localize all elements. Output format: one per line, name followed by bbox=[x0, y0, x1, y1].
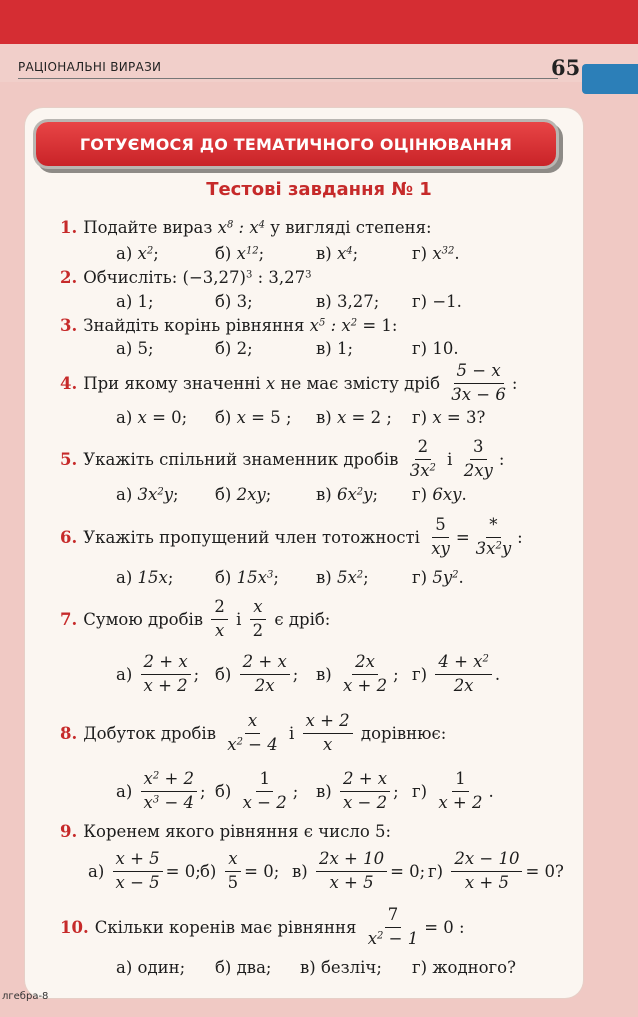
option-a: а) 1; bbox=[116, 292, 154, 311]
option-a: а) $3x^2y$ ; bbox=[116, 485, 179, 504]
option-d: г) $x^{32}$ . bbox=[412, 244, 460, 263]
question-number: 7. bbox=[60, 609, 78, 629]
test-title: Тестові завдання № 1 bbox=[206, 179, 432, 200]
question-text: При якому значенні bbox=[83, 373, 261, 393]
option-a: а) $\frac{x + 5}{x - 5}$ = 0; bbox=[88, 849, 201, 892]
question-number: 9. bbox=[60, 822, 78, 841]
option-a: а) $x^2$ ; bbox=[116, 244, 159, 263]
option-c: в) x = 2 ; bbox=[316, 408, 392, 427]
question-4: 4. При якому значенні x не має змісту дріб $\frac{5 - x}{3x - 6}$ : bbox=[60, 361, 518, 404]
option-d: г) $\frac{1}{x + 2}$ . bbox=[412, 769, 494, 812]
math-expression: $x^8$ : $x^4$ bbox=[217, 218, 266, 237]
option-b: б) x = 5 ; bbox=[215, 408, 292, 427]
option-c: в) $5x^2$ ; bbox=[316, 568, 369, 587]
question-text-tail: у вигляді степеня: bbox=[270, 218, 432, 237]
option-c: в) $6x^2y$ ; bbox=[316, 485, 379, 504]
option-b: б) $x^{12}$ ; bbox=[215, 244, 265, 263]
question-number: 2. bbox=[60, 268, 78, 287]
option-d: г) −1. bbox=[412, 292, 462, 311]
conjunction: і bbox=[447, 449, 453, 469]
option-d: г) $5y^2$ . bbox=[412, 568, 464, 587]
fraction: $\frac{2}{3x^2}$ bbox=[409, 437, 436, 480]
question-number: 5. bbox=[60, 449, 78, 469]
question-number: 10. bbox=[60, 917, 89, 937]
question-number: 3. bbox=[60, 316, 78, 335]
question-text-tail: є дріб: bbox=[274, 609, 331, 629]
top-color-band bbox=[0, 0, 638, 44]
footer-label: лгебра-8 bbox=[2, 991, 49, 1002]
option-d: г) $\frac{4 + x^2}{2x}$ . bbox=[412, 652, 501, 695]
question-10: 10. Скільки коренів має рівняння $\frac{7}{x^2 - 1}$ = 0 : bbox=[60, 905, 465, 948]
question-8 bbox=[60, 712, 446, 755]
question-6: 6. Укажіть пропущений член тотожності $\frac{5}{xy}$ = $\frac{*}{3x^2y}$ : bbox=[60, 515, 523, 558]
question-text: Укажіть спільний знаменник дробів bbox=[83, 449, 399, 469]
fraction: $\frac{x + 2}{x}$ bbox=[303, 712, 353, 755]
option-b: б) два; bbox=[215, 958, 272, 977]
option-c: в) безліч; bbox=[300, 958, 382, 977]
page-tab-decoration bbox=[582, 64, 638, 94]
option-d: г) 10. bbox=[412, 339, 459, 358]
option-b: б) $\frac{1}{x - 2}$ ; bbox=[215, 769, 299, 812]
option-b: б) 3; bbox=[215, 292, 253, 311]
page-number: 65 bbox=[551, 55, 581, 80]
option-a: а) 15x ; bbox=[116, 568, 174, 587]
question-number: 6. bbox=[60, 527, 78, 547]
option-d: г) 6xy . bbox=[412, 485, 467, 504]
fraction: $\frac{7}{x^2 - 1}$ bbox=[367, 905, 419, 948]
option-b: б) $\frac{2 + x}{2x}$ ; bbox=[215, 652, 299, 695]
question-2 bbox=[60, 268, 312, 287]
option-a: а) 5; bbox=[116, 339, 154, 358]
fraction: $\frac{2}{x}$ bbox=[211, 598, 228, 641]
question-text: Коренем якого рівняння є число 5: bbox=[83, 822, 392, 841]
question-number: 1. bbox=[60, 218, 78, 237]
question-text: Обчисліть: bbox=[83, 268, 178, 287]
option-a: а) $\frac{x^2 + 2}{x^3 - 4}$ ; bbox=[116, 769, 206, 812]
option-d: г) x = 3? bbox=[412, 408, 486, 427]
question-number: 8. bbox=[60, 723, 78, 743]
question-text: Сумою дробів bbox=[83, 609, 204, 629]
math-expression: $(-3,27)^3$ : 3,27$^3$ bbox=[182, 268, 312, 287]
option-c: в) 3,27; bbox=[316, 292, 380, 311]
option-d: г) жодного? bbox=[412, 958, 516, 977]
option-b: б) $15x^3$ ; bbox=[215, 568, 279, 587]
header-rule bbox=[18, 78, 558, 79]
conjunction: і bbox=[289, 723, 295, 743]
running-head: РАЦІОНАЛЬНІ ВИРАЗИ bbox=[18, 60, 162, 74]
question-5: 5. Укажіть спільний знаменник дробів $\frac{2}{3x^2}$ і $\frac{3}{2xy}$ : bbox=[60, 437, 505, 480]
question-text: Укажіть пропущений член тотожності bbox=[83, 527, 420, 547]
section-banner bbox=[36, 122, 556, 166]
question-3 bbox=[60, 316, 397, 335]
banner-title: ГОТУЄМОСЯ ДО ТЕМАТИЧНОГО ОЦІНЮВАННЯ bbox=[79, 134, 513, 154]
fraction: $\frac{x}{2}$ bbox=[250, 598, 267, 641]
question-7 bbox=[60, 598, 330, 641]
question-number: 4. bbox=[60, 373, 78, 393]
question-text-mid: не має змісту дріб bbox=[280, 373, 440, 393]
question-9 bbox=[60, 822, 391, 841]
fraction: $\frac{*}{3x^2y}$ bbox=[475, 515, 512, 558]
option-a: а) x = 0; bbox=[116, 408, 188, 427]
option-c: в) 1; bbox=[316, 339, 354, 358]
fraction: $\frac{x}{x^2 - 4}$ bbox=[227, 711, 278, 754]
question-1 bbox=[60, 218, 432, 237]
option-b: б) 2xy ; bbox=[215, 485, 272, 504]
option-a: а) $\frac{2 + x}{x + 2}$ ; bbox=[116, 652, 200, 695]
option-c: в) $\frac{2x}{x + 2}$ ; bbox=[316, 652, 399, 695]
option-c: в) $x^4$ ; bbox=[316, 244, 359, 263]
question-text: Знайдіть корінь рівняння bbox=[83, 316, 305, 335]
fraction: $\frac{5}{xy}$ bbox=[431, 515, 450, 558]
question-text: Скільки коренів має рівняння bbox=[94, 917, 357, 937]
fraction: $\frac{5 - x}{3x - 6}$ bbox=[451, 361, 506, 404]
question-text: Подайте вираз bbox=[83, 218, 213, 237]
conjunction: і bbox=[236, 609, 242, 629]
math-expression: $x^5$ : $x^2 = 1$: bbox=[309, 316, 398, 335]
option-b: б) $\frac{x}{5}$ = 0; bbox=[200, 849, 280, 892]
fraction: $\frac{3}{2xy}$ bbox=[463, 437, 493, 480]
option-b: б) 2; bbox=[215, 339, 253, 358]
question-text-tail: дорівнює: bbox=[360, 723, 447, 743]
option-c: в) $\frac{2x + 10}{x + 5}$ = 0; bbox=[292, 849, 426, 892]
option-d: г) $\frac{2x - 10}{x + 5}$ = 0? bbox=[428, 849, 564, 892]
option-c: в) $\frac{2 + x}{x - 2}$ ; bbox=[316, 769, 399, 812]
option-a: а) один; bbox=[116, 958, 186, 977]
question-text: Добуток дробів bbox=[83, 723, 216, 743]
